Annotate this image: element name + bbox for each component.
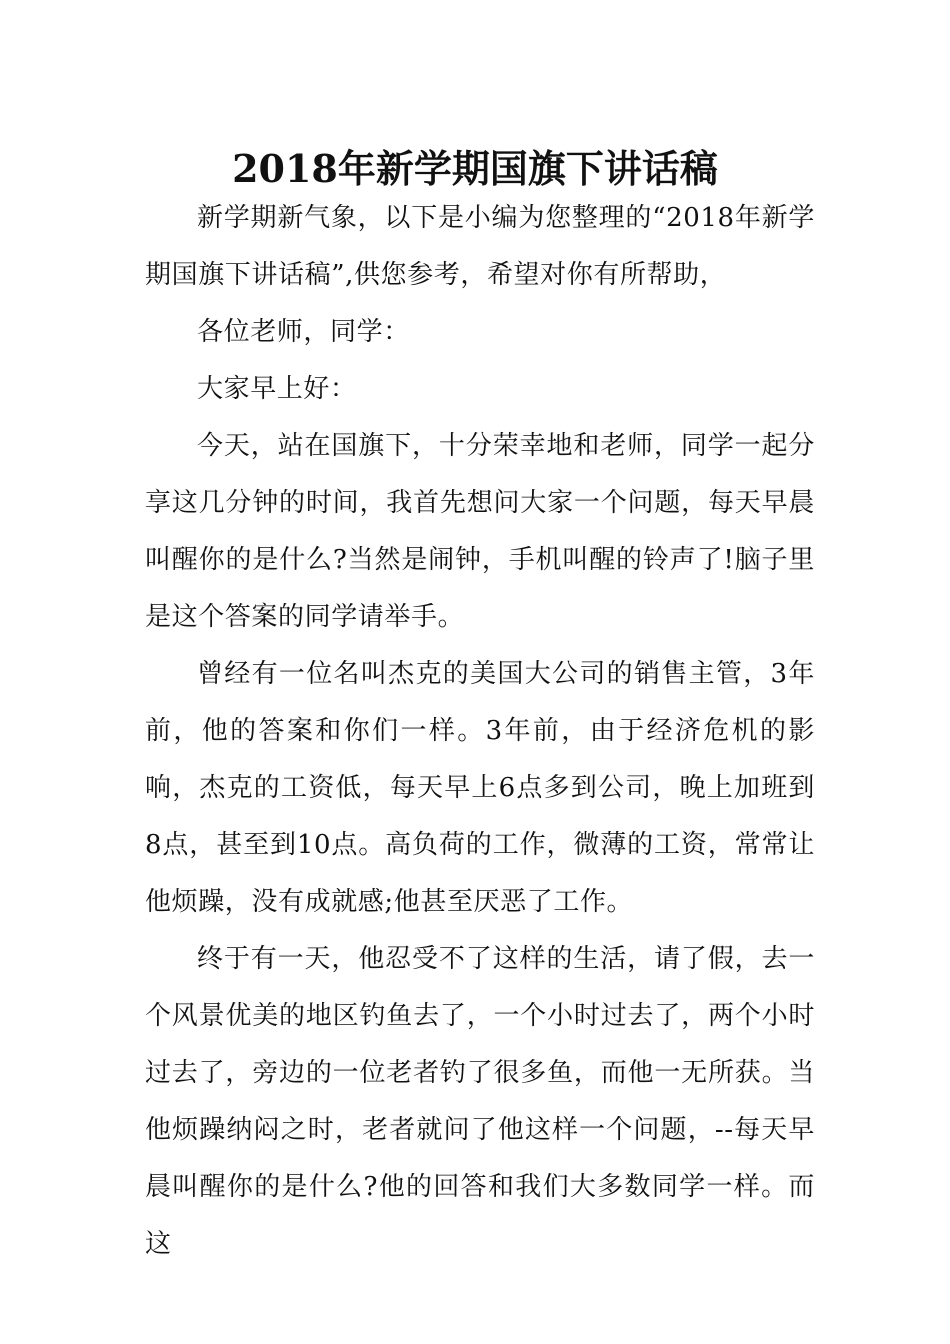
paragraph-question: 今天，站在国旗下，十分荣幸地和老师，同学一起分享这几分钟的时间，我首先想问大家一个问题，每天早晨叫醒你的是什么?当然是闹钟，手机叫醒的铃声了!脑子里是这个答案的同学请举手。 (145, 431, 815, 632)
paragraph-greeting-morning: 大家早上好： (197, 374, 357, 404)
paragraph-jack-story: 曾经有一位名叫杰克的美国大公司的销售主管，3年前，他的答案和你们一样。3年前，由于经济危机的影响，杰克的工资低，每天早上6点多到公司，晚上加班到8点，甚至到10点。高负荷的工作，微薄的工资，常常让他烦躁，没有成就感;他甚至厌恶了工作。 (145, 659, 815, 917)
document-title: 2018年新学期国旗下讲话稿 (232, 146, 718, 192)
paragraph-intro: 新学期新气象，以下是小编为您整理的“2018年新学期国旗下讲话稿”,供您参考，希望对你有所帮助， (145, 203, 815, 290)
paragraph-fishing-story: 终于有一天，他忍受不了这样的生活，请了假，去一个风景优美的地区钓鱼去了，一个小时过去了，两个小时过去了，旁边的一位老者钓了很多鱼，而他一无所获。当他烦躁纳闷之时，老者就问了他这样一个问题，--每天早晨叫醒你的是什么?他的回答和我们大多数同学一样。而这 (145, 944, 815, 1259)
document-body (145, 190, 815, 1273)
paragraph-greeting-teachers: 各位老师，同学： (197, 317, 410, 347)
